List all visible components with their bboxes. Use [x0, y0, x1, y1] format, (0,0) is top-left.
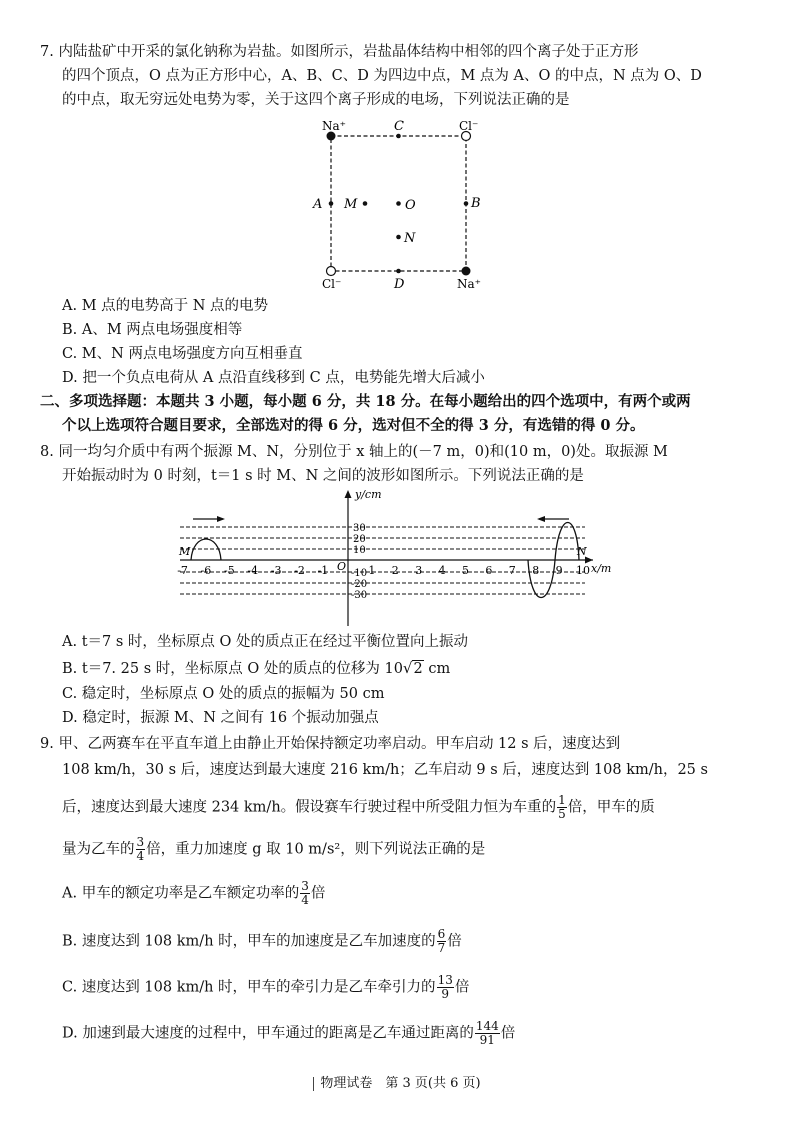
section2-header-line1: 二、多项选择题：本题共 3 小题，每小题 6 分，共 18 分。在每小题给出的四个选项中，有两个或两: [40, 393, 691, 410]
point-n: [396, 235, 401, 240]
origin-label: O: [337, 560, 347, 573]
q9-option-a-fraction: [300, 880, 310, 907]
q7-option-a: A. M 点的电势高于 N 点的电势: [62, 298, 269, 314]
x-tick-label: 7: [508, 564, 516, 577]
q9-option-a-text: A. 甲车的额定功率是乙车额定功率的: [62, 885, 300, 902]
q7-stem-line1: 7. 内陆盐矿中开采的氯化钠称为岩盐。如图所示，岩盐晶体结构中相邻的四个离子处于正方形: [40, 44, 639, 60]
q8-option-d: D. 稳定时，振源 M、N 之间有 16 个振动加强点: [62, 710, 379, 726]
q9-option-c: [62, 974, 469, 1001]
x-tick-label: 8: [532, 564, 540, 577]
label-n: N: [404, 231, 416, 246]
arrow-right-icon: [217, 516, 225, 522]
q9-option-d-fraction: [475, 1020, 500, 1047]
y-tick-neg10: -10: [351, 568, 368, 579]
q7-stem-line3: 的中点，取无穷远处电势为零，关于这四个离子形成的电场，下列说法正确的是: [62, 92, 570, 108]
x-tick-label: -5: [224, 564, 235, 577]
q9-option-c-fraction: [437, 974, 454, 1001]
x-tick-label: 6: [485, 564, 493, 577]
frac-num: 1: [558, 793, 566, 807]
q9-stem-line1: 9. 甲、乙两赛车在平直车道上由静止开始保持额定功率启动。甲车启动 12 s 后，速度达到: [40, 736, 621, 752]
x-tick-label: 9: [555, 564, 563, 577]
x-tick-label: 3: [415, 564, 423, 577]
footer-divider: [313, 1077, 314, 1091]
y-tick-neg20: -20: [351, 579, 368, 590]
q9-fraction-3-4: [136, 836, 146, 863]
q8-wave-figure: [175, 488, 615, 628]
q7-option-b: B. A、M 两点电场强度相等: [62, 322, 243, 338]
q9-fraction-1-5: [557, 794, 567, 821]
frac-num: 6: [437, 927, 446, 941]
frac-num: 144: [475, 1019, 499, 1033]
q9-option-b-fraction: [437, 928, 447, 955]
x-tick-label: 1: [368, 564, 376, 577]
point-m: [363, 201, 368, 206]
section2-header-line2: 个以上选项符合题目要求，全部选对的得 6 分，选对但不全的得 3 分，有选错的得 0 分。: [62, 417, 645, 434]
x-tick-label: -6: [200, 564, 212, 577]
frac-num: 13: [437, 973, 453, 987]
label-source-n: N: [577, 545, 587, 558]
q7-option-c: C. M、N 两点电场强度方向互相垂直: [62, 346, 303, 362]
x-tick-label: -2: [294, 564, 305, 577]
point-b: [464, 201, 469, 206]
cl-ion-bottom-left: [327, 267, 336, 276]
q9-option-d: [62, 1020, 515, 1047]
q8-stem-line1: 8. 同一均匀介质中有两个振源 M、N，分别位于 x 轴上的(－7 m，0)和(10 m，0)处。取振源 M: [40, 444, 668, 460]
q9-option-b-text: B. 速度达到 108 km/h 时，甲车的加速度是乙车加速度的: [62, 933, 436, 950]
q8-option-b: B. t＝7. 25 s 时，坐标原点 O 处的质点的位移为 10√2 cm: [62, 659, 451, 677]
label-m: M: [344, 197, 358, 212]
x-axis-label: x/m: [591, 562, 612, 575]
q8-stem-line2: 开始振动时为 0 时刻，t＝1 s 时 M、N 之间的波形如图所示。下列说法正确的是: [62, 468, 584, 484]
label-top-right: Cl⁻: [459, 119, 479, 133]
q9-stem-line2: 108 km/h，30 s 后，速度达到最大速度 216 km/h；乙车启动 9 s 后，速度达到 108 km/h，25 s: [62, 762, 708, 778]
q9-option-c-text: C. 速度达到 108 km/h 时，甲车的牵引力是乙车牵引力的: [62, 979, 436, 996]
y-tick-neg30: -30: [351, 590, 368, 601]
q8-option-b-text: B. t＝7. 25 s 时，坐标原点 O 处的质点的位移为 10: [62, 661, 403, 677]
y-tick-10: 10: [353, 545, 366, 556]
x-tick-label: 10: [576, 564, 590, 577]
label-o: O: [405, 198, 416, 213]
label-top-left: Na⁺: [322, 119, 346, 133]
q8-option-b-unit: cm: [423, 661, 451, 677]
frac-den: 5: [558, 807, 566, 821]
x-tick-label: 2: [391, 564, 399, 577]
q8-option-a: A. t＝7 s 时，坐标原点 O 处的质点正在经过平衡位置向上振动: [62, 634, 469, 650]
na-ion-bottom-right: [462, 267, 471, 276]
label-source-m: M: [179, 545, 191, 558]
label-c: C: [394, 119, 404, 134]
x-tick-label: -4: [247, 564, 259, 577]
frac-den: 9: [441, 987, 450, 1001]
q9-option-d-tail: 倍: [500, 1025, 516, 1042]
label-d: D: [394, 277, 405, 292]
point-d: [396, 269, 401, 274]
q9-option-c-tail: 倍: [454, 979, 470, 996]
x-tick-label: -1: [317, 564, 329, 577]
q9-stem-line4: [62, 836, 485, 863]
arrow-left-icon: [537, 516, 545, 522]
q7-stem-line2: 的四个顶点，O 点为正方形中心，A、B、C、D 为四边中点，M 点为 A、O 的中点，N 点为 O、D: [62, 68, 702, 84]
q7-figure: [310, 112, 510, 292]
q9-line3-tail: 倍，甲车的质: [567, 799, 655, 816]
frac-den: 4: [136, 849, 145, 863]
y-tick-30: 30: [353, 523, 366, 534]
y-axis-label: y/cm: [355, 488, 382, 501]
y-tick-20: 20: [353, 534, 366, 545]
frac-num: 3: [301, 879, 309, 893]
q9-option-b: [62, 928, 462, 955]
frac-den: 4: [301, 893, 309, 907]
q9-option-d-text: D. 加速到最大速度的过程中，甲车通过的距离是乙车通过距离的: [62, 1025, 474, 1042]
frac-den: 7: [437, 941, 446, 955]
x-tick-label: -7: [177, 564, 188, 577]
label-b: B: [471, 196, 481, 211]
wave-from-m: [191, 539, 221, 560]
x-tick-label: 5: [462, 564, 469, 577]
x-tick-label: 4: [438, 564, 446, 577]
q9-option-a: [62, 880, 325, 907]
label-a: A: [313, 197, 323, 212]
q9-line4-text: 量为乙车的: [62, 841, 135, 858]
y-axis-arrow: [345, 490, 352, 498]
q9-line3-text: 后，速度达到最大速度 234 km/h。假设赛车行驶过程中所受阻力恒为车重的: [62, 799, 557, 816]
q7-option-d: D. 把一个负点电荷从 A 点沿直线移到 C 点，电势能先增大后减小: [62, 370, 485, 386]
frac-den: 91: [479, 1033, 495, 1047]
footer-text: 物理试卷 第 3 页(共 6 页): [320, 1076, 481, 1091]
q9-stem-line3: [62, 794, 655, 821]
q8-option-b-root: 2: [413, 661, 423, 677]
q8-option-c: C. 稳定时，坐标原点 O 处的质点的振幅为 50 cm: [62, 686, 385, 702]
point-a: [329, 201, 334, 206]
q9-line4-tail: 倍，重力加速度 g 取 10 m/s²，则下列说法正确的是: [146, 841, 486, 858]
q9-option-a-tail: 倍: [310, 885, 326, 902]
label-bottom-right: Na⁺: [457, 277, 481, 291]
point-c: [396, 134, 401, 139]
label-bottom-left: Cl⁻: [322, 277, 342, 291]
q9-option-b-tail: 倍: [447, 933, 462, 950]
page-footer: [0, 1072, 794, 1091]
x-tick-label: -3: [270, 564, 282, 577]
point-o: [396, 201, 401, 206]
frac-num: 3: [136, 835, 145, 849]
